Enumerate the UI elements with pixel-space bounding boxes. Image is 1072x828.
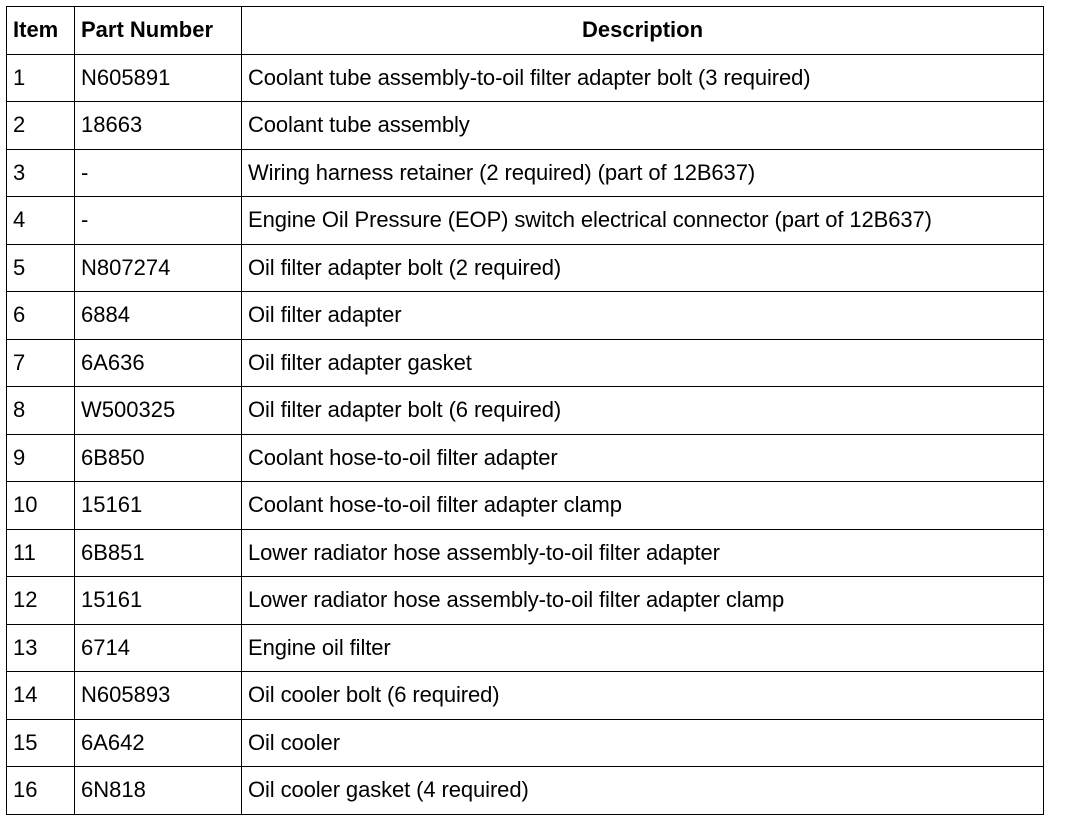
cell-item: 6: [7, 292, 75, 340]
cell-description: Coolant tube assembly: [242, 102, 1044, 150]
table-row: [7, 482, 1044, 530]
cell-part-number: -: [75, 197, 242, 245]
cell-item: 1: [7, 54, 75, 102]
header-description: Description: [242, 7, 1044, 55]
cell-item: 3: [7, 149, 75, 197]
table-row: [7, 54, 1044, 102]
cell-part-number: 15161: [75, 482, 242, 530]
cell-part-number: 6714: [75, 624, 242, 672]
cell-description: Oil filter adapter bolt (6 required): [242, 387, 1044, 435]
table-row: [7, 719, 1044, 767]
cell-part-number: 15161: [75, 577, 242, 625]
table-row: [7, 577, 1044, 625]
cell-part-number: 6A636: [75, 339, 242, 387]
table-row: [7, 102, 1044, 150]
header-part-number: Part Number: [75, 7, 242, 55]
cell-description: Oil filter adapter bolt (2 required): [242, 244, 1044, 292]
cell-part-number: 6A642: [75, 719, 242, 767]
cell-description: Wiring harness retainer (2 required) (part of 12B637): [242, 149, 1044, 197]
table-row: [7, 339, 1044, 387]
cell-item: 14: [7, 672, 75, 720]
cell-description: Coolant hose-to-oil filter adapter clamp: [242, 482, 1044, 530]
cell-item: 15: [7, 719, 75, 767]
cell-part-number: N605891: [75, 54, 242, 102]
cell-item: 16: [7, 767, 75, 815]
cell-item: 4: [7, 197, 75, 245]
cell-description: Oil filter adapter: [242, 292, 1044, 340]
cell-description: Oil cooler gasket (4 required): [242, 767, 1044, 815]
cell-part-number: 6B851: [75, 529, 242, 577]
table-row: [7, 529, 1044, 577]
table-header-row: [7, 7, 1044, 55]
cell-item: 8: [7, 387, 75, 435]
cell-item: 11: [7, 529, 75, 577]
cell-description: Engine Oil Pressure (EOP) switch electrical connector (part of 12B637): [242, 197, 1044, 245]
cell-description: Oil cooler: [242, 719, 1044, 767]
cell-part-number: 6N818: [75, 767, 242, 815]
cell-part-number: -: [75, 149, 242, 197]
table-row: [7, 149, 1044, 197]
cell-item: 9: [7, 434, 75, 482]
cell-item: 7: [7, 339, 75, 387]
cell-part-number: 6B850: [75, 434, 242, 482]
cell-part-number: 6884: [75, 292, 242, 340]
cell-item: 12: [7, 577, 75, 625]
cell-description: Engine oil filter: [242, 624, 1044, 672]
table-row: [7, 434, 1044, 482]
cell-part-number: N605893: [75, 672, 242, 720]
table-row: [7, 387, 1044, 435]
cell-description: Oil filter adapter gasket: [242, 339, 1044, 387]
cell-description: Coolant tube assembly-to-oil filter adapter bolt (3 required): [242, 54, 1044, 102]
cell-item: 10: [7, 482, 75, 530]
table-row: [7, 244, 1044, 292]
cell-description: Lower radiator hose assembly-to-oil filter adapter clamp: [242, 577, 1044, 625]
cell-part-number: W500325: [75, 387, 242, 435]
cell-part-number: N807274: [75, 244, 242, 292]
table-row: [7, 292, 1044, 340]
cell-part-number: 18663: [75, 102, 242, 150]
cell-item: 2: [7, 102, 75, 150]
cell-description: Coolant hose-to-oil filter adapter: [242, 434, 1044, 482]
parts-table: [6, 6, 1044, 815]
cell-item: 13: [7, 624, 75, 672]
cell-description: Oil cooler bolt (6 required): [242, 672, 1044, 720]
table-row: [7, 767, 1044, 815]
cell-description: Lower radiator hose assembly-to-oil filter adapter: [242, 529, 1044, 577]
table-row: [7, 672, 1044, 720]
table-row: [7, 624, 1044, 672]
table-body: [7, 54, 1044, 814]
table-row: [7, 197, 1044, 245]
cell-item: 5: [7, 244, 75, 292]
header-item: Item: [7, 7, 75, 55]
